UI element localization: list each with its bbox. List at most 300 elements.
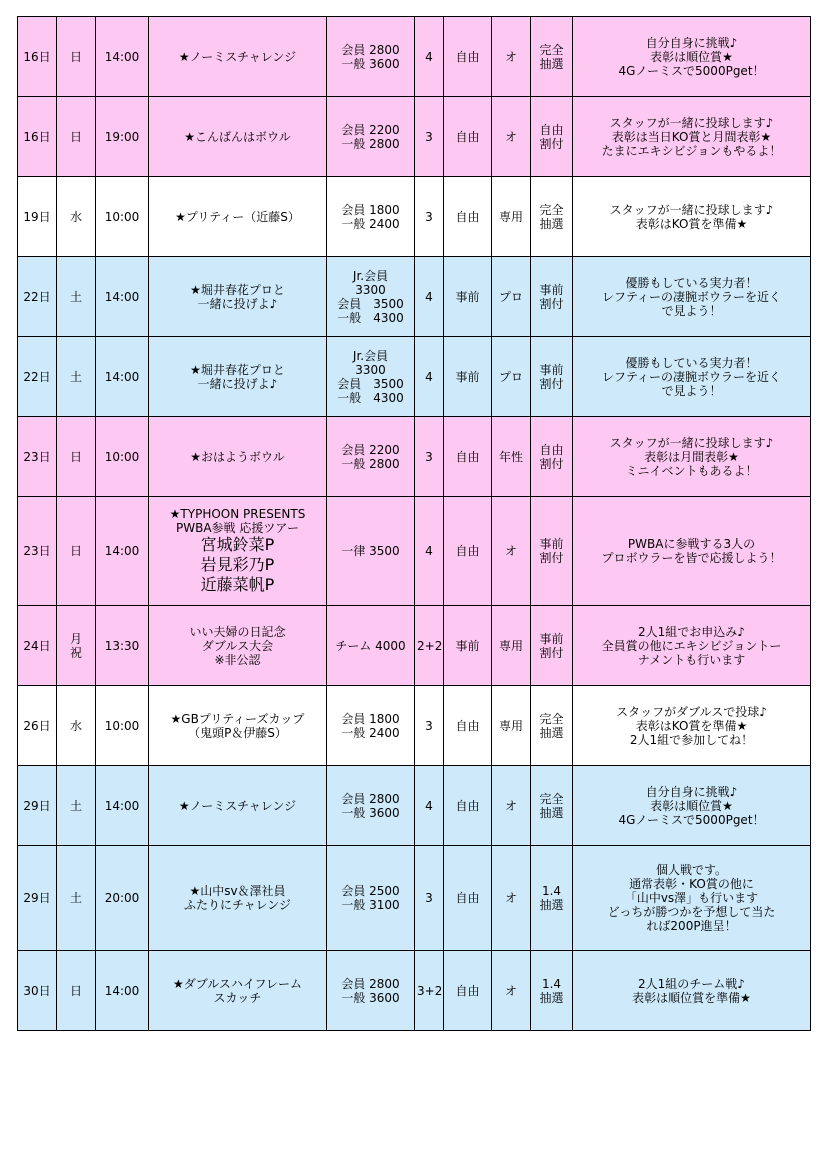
event-description-line: 表彰は順位賞★ <box>650 49 733 64</box>
event-price-line: 一般 4300 <box>337 310 404 325</box>
event-weekday: 日 <box>69 129 82 144</box>
event-description-line: レフティーの凄腕ボウラーを近く <box>601 289 782 304</box>
event-description-line: 表彰は順位賞★ <box>650 798 733 813</box>
title-cell <box>149 17 327 97</box>
event-games: 4 <box>425 49 433 64</box>
event-description-line: 4Gノーミスで5000Pget！ <box>618 63 765 78</box>
event-date: 26日 <box>23 718 51 733</box>
desc-cell <box>573 606 811 686</box>
event-title-line: ダブルス大会 <box>201 638 274 653</box>
price-cell <box>327 177 415 257</box>
event-format-line: 1.4 <box>541 976 562 991</box>
event-ball-type: オ <box>504 49 517 64</box>
format-cell <box>531 497 573 606</box>
format-cell <box>531 337 573 417</box>
event-time: 14:00 <box>104 983 140 998</box>
event-row <box>18 766 811 846</box>
time-cell <box>96 497 149 606</box>
games-cell <box>415 257 444 337</box>
event-price-line: 一般 4300 <box>337 390 404 405</box>
desc-cell <box>573 417 811 497</box>
event-price-line: 3300 <box>355 282 386 297</box>
event-title-line: ※非公認 <box>214 652 261 667</box>
event-lane-type: 自由 <box>455 983 480 998</box>
event-ball-type: 専用 <box>498 638 523 653</box>
event-date: 19日 <box>23 209 51 224</box>
event-format-line: 事前 <box>539 537 564 551</box>
event-games: 3 <box>425 209 433 224</box>
event-weekday: 土 <box>69 798 82 813</box>
event-row <box>18 17 811 97</box>
event-format-line: 割付 <box>539 376 564 391</box>
event-games: 4 <box>425 369 433 384</box>
time-cell <box>96 606 149 686</box>
time-cell <box>96 846 149 951</box>
price-cell <box>327 417 415 497</box>
event-price-line: 一般 3600 <box>341 990 400 1005</box>
lane-cell <box>444 686 492 766</box>
date-cell <box>18 257 57 337</box>
event-title-line: （鬼頭P＆伊藤S） <box>188 725 287 740</box>
ball-cell <box>492 417 531 497</box>
format-cell <box>531 846 573 951</box>
weekday-cell <box>57 951 96 1031</box>
event-games: 2+2 <box>417 638 443 653</box>
title-cell <box>149 686 327 766</box>
price-cell <box>327 97 415 177</box>
event-description-line: で見よう！ <box>661 303 722 318</box>
event-weekday: 日 <box>69 544 82 558</box>
event-games: 3+2 <box>417 983 443 998</box>
event-price-line: 会員 2800 <box>341 791 400 806</box>
event-price-line: 会員 3500 <box>337 296 404 311</box>
event-date: 23日 <box>23 449 51 464</box>
event-price-line: 会員 2800 <box>341 42 400 57</box>
event-format-line: 自由 <box>539 442 564 457</box>
format-cell <box>531 951 573 1031</box>
event-date: 16日 <box>23 129 51 144</box>
event-description-line: レフティーの凄腕ボウラーを近く <box>601 369 782 384</box>
date-cell <box>18 17 57 97</box>
event-lane-type: 自由 <box>455 129 480 144</box>
event-format-line: 事前 <box>539 631 564 646</box>
weekday-cell <box>57 846 96 951</box>
games-cell <box>415 337 444 417</box>
event-format-line: 割付 <box>539 551 564 565</box>
format-cell <box>531 17 573 97</box>
event-time: 14:00 <box>104 798 140 813</box>
event-price-line: 会員 2500 <box>341 884 400 898</box>
title-cell <box>149 606 327 686</box>
title-cell <box>149 257 327 337</box>
event-games: 4 <box>425 798 433 813</box>
event-time: 13:30 <box>104 638 140 653</box>
lane-cell <box>444 417 492 497</box>
event-games: 3 <box>425 449 433 464</box>
price-cell <box>327 766 415 846</box>
event-ball-type: 専用 <box>498 209 523 224</box>
time-cell <box>96 766 149 846</box>
event-title-line: ★ダブルスハイフレーム <box>172 976 303 991</box>
date-cell <box>18 497 57 606</box>
lane-cell <box>444 846 492 951</box>
event-games: 3 <box>425 718 433 733</box>
event-description-line: 優勝もしている実力者！ <box>625 355 758 370</box>
date-cell <box>18 686 57 766</box>
event-price-line: Jr.会員 <box>352 348 389 363</box>
event-description-line: プロボウラーを皆で応援しよう！ <box>601 551 782 565</box>
games-cell <box>415 766 444 846</box>
title-cell <box>149 846 327 951</box>
event-ball-type: オ <box>504 129 517 144</box>
desc-cell <box>573 17 811 97</box>
ball-cell <box>492 17 531 97</box>
event-format-line: 1.4 <box>541 884 562 898</box>
event-time: 14:00 <box>104 544 140 558</box>
ball-cell <box>492 497 531 606</box>
weekday-cell <box>57 257 96 337</box>
event-price-line: 一般 2800 <box>341 456 400 471</box>
event-description-line: 優勝もしている実力者！ <box>625 275 758 290</box>
event-description-line: 表彰は月間表彰★ <box>644 449 739 464</box>
event-date: 30日 <box>23 983 51 998</box>
date-cell <box>18 337 57 417</box>
ball-cell <box>492 177 531 257</box>
desc-cell <box>573 257 811 337</box>
event-ball-type: オ <box>504 544 517 558</box>
date-cell <box>18 766 57 846</box>
event-format-line: 完全 <box>539 202 564 217</box>
event-price-line: 一般 3600 <box>341 56 400 71</box>
event-description-line: ミニイベントもあるよ！ <box>625 463 758 478</box>
event-format-line: 完全 <box>539 711 564 726</box>
event-description-line: 通常表彰・KO賞の他に <box>629 877 754 891</box>
lane-cell <box>444 257 492 337</box>
price-cell <box>327 606 415 686</box>
event-description-line: 自分自身に挑戦♪ <box>645 784 738 799</box>
event-title-line: 一緒に投げよ♪ <box>197 296 278 311</box>
ball-cell <box>492 337 531 417</box>
event-price-line: チーム 4000 <box>335 638 406 653</box>
event-description-line: 4Gノーミスで5000Pget！ <box>618 812 765 827</box>
event-ball-type: オ <box>504 983 517 998</box>
time-cell <box>96 337 149 417</box>
event-description-line: PWBAに参戦する3人の <box>627 537 756 551</box>
event-weekday: 土 <box>69 289 82 304</box>
event-description-line: 2人1組でお申込み♪ <box>638 624 745 639</box>
event-description-line: 個人戦です。 <box>655 863 728 877</box>
title-cell <box>149 337 327 417</box>
event-ball-type: 年性 <box>498 449 523 464</box>
event-title-line: ★プリティー（近藤S） <box>175 209 300 224</box>
lane-cell <box>444 497 492 606</box>
ball-cell <box>492 257 531 337</box>
ball-cell <box>492 846 531 951</box>
event-title-line: ★こんばんはボウル <box>184 129 291 144</box>
event-ball-type: オ <box>504 891 517 905</box>
event-schedule-table <box>17 16 811 1031</box>
weekday-cell <box>57 686 96 766</box>
weekday-cell <box>57 17 96 97</box>
event-title-line: いい夫婦の日記念 <box>189 624 286 639</box>
event-row <box>18 177 811 257</box>
lane-cell <box>444 17 492 97</box>
date-cell <box>18 177 57 257</box>
title-cell <box>149 497 327 606</box>
event-price-line: 会員 3500 <box>337 376 404 391</box>
event-price-line: 3300 <box>355 362 386 377</box>
event-weekday: 水 <box>69 209 82 224</box>
event-description-line: れば200P進呈！ <box>646 919 737 933</box>
event-title-line: ★山中sv＆澤社員 <box>189 884 286 898</box>
event-description-line: スタッフが一緒に投球します♪ <box>609 202 774 217</box>
event-date: 29日 <box>23 891 51 905</box>
event-title-line: スカッチ <box>213 990 262 1005</box>
event-date: 16日 <box>23 49 51 64</box>
title-cell <box>149 766 327 846</box>
event-time: 14:00 <box>104 289 140 304</box>
format-cell <box>531 177 573 257</box>
lane-cell <box>444 177 492 257</box>
games-cell <box>415 606 444 686</box>
time-cell <box>96 951 149 1031</box>
event-ball-type: プロ <box>498 289 523 304</box>
event-time: 10:00 <box>104 209 140 224</box>
event-title-line: ★おはようボウル <box>190 449 285 464</box>
event-lane-type: 自由 <box>455 49 480 64</box>
event-price-line: 会員 2200 <box>341 122 400 137</box>
time-cell <box>96 257 149 337</box>
lane-cell <box>444 951 492 1031</box>
event-format-line: 割付 <box>539 456 564 471</box>
weekday-cell <box>57 766 96 846</box>
ball-cell <box>492 97 531 177</box>
event-description-line: 表彰はKO賞を準備★ <box>635 718 748 733</box>
event-row <box>18 951 811 1031</box>
event-price-line: 一律 3500 <box>341 544 400 558</box>
event-weekday: 月 <box>69 631 82 646</box>
date-cell <box>18 417 57 497</box>
event-ball-type: 専用 <box>498 718 523 733</box>
event-format-line: 抽選 <box>539 990 564 1005</box>
date-cell <box>18 846 57 951</box>
event-format-line: 完全 <box>539 42 564 57</box>
event-price-line: 会員 1800 <box>341 711 400 726</box>
event-title-line: ★堀井春花プロと <box>190 282 285 297</box>
event-format-line: 事前 <box>539 362 564 377</box>
price-cell <box>327 257 415 337</box>
event-format-line: 自由 <box>539 122 564 137</box>
event-title-line: ★TYPHOON PRESENTS <box>169 507 306 521</box>
event-row <box>18 846 811 951</box>
title-cell <box>149 97 327 177</box>
event-featured-player: 宮城鈴菜P <box>200 535 275 554</box>
event-weekday: 水 <box>69 718 82 733</box>
ball-cell <box>492 606 531 686</box>
event-format-line: 事前 <box>539 282 564 297</box>
ball-cell <box>492 951 531 1031</box>
event-lane-type: 自由 <box>455 718 480 733</box>
games-cell <box>415 177 444 257</box>
event-format-line: 抽選 <box>539 56 564 71</box>
event-date: 22日 <box>23 369 51 384</box>
event-row <box>18 97 811 177</box>
event-row <box>18 606 811 686</box>
event-description-line: 全員賞の他にエキシビジョントー <box>601 638 782 653</box>
lane-cell <box>444 766 492 846</box>
desc-cell <box>573 951 811 1031</box>
event-description-line: 表彰は順位賞を準備★ <box>632 990 751 1005</box>
event-date: 29日 <box>23 798 51 813</box>
event-featured-player: 近藤菜帆P <box>200 575 275 594</box>
games-cell <box>415 17 444 97</box>
event-games: 3 <box>425 129 433 144</box>
event-time: 10:00 <box>104 718 140 733</box>
event-price-line: Jr.会員 <box>352 268 389 283</box>
event-price-line: 一般 2400 <box>341 725 400 740</box>
event-description-line: 2人1組のチーム戦♪ <box>638 976 745 991</box>
games-cell <box>415 846 444 951</box>
weekday-cell <box>57 606 96 686</box>
format-cell <box>531 606 573 686</box>
event-time: 19:00 <box>104 129 140 144</box>
title-cell <box>149 177 327 257</box>
event-lane-type: 事前 <box>455 289 480 304</box>
desc-cell <box>573 337 811 417</box>
event-format-line: 割付 <box>539 645 564 660</box>
desc-cell <box>573 846 811 951</box>
event-description-line: ナメントも行います <box>637 652 746 667</box>
event-price-line: 一般 3100 <box>341 898 400 912</box>
event-weekday: 祝 <box>69 645 82 660</box>
event-title-line: ★GBプリティーズカップ <box>170 711 305 726</box>
event-featured-player: 岩見彩乃P <box>200 555 275 574</box>
lane-cell <box>444 606 492 686</box>
date-cell <box>18 606 57 686</box>
event-row <box>18 337 811 417</box>
weekday-cell <box>57 97 96 177</box>
event-weekday: 土 <box>69 369 82 384</box>
event-ball-type: オ <box>504 798 517 813</box>
format-cell <box>531 257 573 337</box>
event-price-line: 会員 1800 <box>341 202 400 217</box>
event-description-line: スタッフが一緒に投球します♪ <box>609 435 774 450</box>
price-cell <box>327 846 415 951</box>
event-weekday: 日 <box>69 983 82 998</box>
event-lane-type: 自由 <box>455 209 480 224</box>
desc-cell <box>573 497 811 606</box>
time-cell <box>96 417 149 497</box>
event-price-line: 会員 2800 <box>341 976 400 991</box>
desc-cell <box>573 766 811 846</box>
weekday-cell <box>57 337 96 417</box>
price-cell <box>327 17 415 97</box>
title-cell <box>149 417 327 497</box>
time-cell <box>96 177 149 257</box>
event-weekday: 日 <box>69 49 82 64</box>
event-description-line: 自分自身に挑戦♪ <box>645 35 738 50</box>
event-format-line: 割付 <box>539 296 564 311</box>
event-format-line: 抽選 <box>539 216 564 231</box>
event-games: 3 <box>425 891 433 905</box>
time-cell <box>96 17 149 97</box>
event-description-line: 表彰は当日KO賞と月間表彰★ <box>611 129 772 144</box>
event-price-line: 一般 3600 <box>341 805 400 820</box>
event-title-line: 一緒に投げよ♪ <box>197 376 278 391</box>
event-description-line: で見よう！ <box>661 383 722 398</box>
event-time: 14:00 <box>104 369 140 384</box>
games-cell <box>415 686 444 766</box>
event-date: 22日 <box>23 289 51 304</box>
desc-cell <box>573 686 811 766</box>
format-cell <box>531 97 573 177</box>
event-games: 4 <box>425 544 433 558</box>
event-title-line: ★ノーミスチャレンジ <box>178 49 297 64</box>
desc-cell <box>573 177 811 257</box>
date-cell <box>18 951 57 1031</box>
games-cell <box>415 97 444 177</box>
event-title-line: PWBA参戦 応援ツアー <box>176 521 299 535</box>
event-lane-type: 自由 <box>455 798 480 813</box>
event-format-line: 抽選 <box>539 725 564 740</box>
event-description-line: どっちが勝つかを予想して当た <box>607 905 776 919</box>
lane-cell <box>444 337 492 417</box>
weekday-cell <box>57 417 96 497</box>
price-cell <box>327 497 415 606</box>
price-cell <box>327 686 415 766</box>
event-price-line: 一般 2800 <box>341 136 400 151</box>
event-date: 23日 <box>23 544 51 558</box>
event-ball-type: プロ <box>498 369 523 384</box>
event-lane-type: 自由 <box>455 544 480 558</box>
event-time: 20:00 <box>104 891 140 905</box>
format-cell <box>531 417 573 497</box>
schedule-body <box>18 17 811 1031</box>
format-cell <box>531 766 573 846</box>
weekday-cell <box>57 497 96 606</box>
event-description-line: スタッフがダブルスで投球♪ <box>616 704 767 719</box>
games-cell <box>415 951 444 1031</box>
desc-cell <box>573 97 811 177</box>
title-cell <box>149 951 327 1031</box>
price-cell <box>327 337 415 417</box>
event-format-line: 抽選 <box>539 805 564 820</box>
event-title-line: ★ノーミスチャレンジ <box>178 798 297 813</box>
games-cell <box>415 417 444 497</box>
event-description-line: 「山中vs澤」も行います <box>624 891 759 905</box>
ball-cell <box>492 766 531 846</box>
price-cell <box>327 951 415 1031</box>
event-row <box>18 257 811 337</box>
event-time: 10:00 <box>104 449 140 464</box>
time-cell <box>96 97 149 177</box>
event-title-line: ふたりにチャレンジ <box>183 898 292 912</box>
ball-cell <box>492 686 531 766</box>
event-lane-type: 自由 <box>455 891 480 905</box>
weekday-cell <box>57 177 96 257</box>
event-row <box>18 497 811 606</box>
event-price-line: 一般 2400 <box>341 216 400 231</box>
event-lane-type: 自由 <box>455 449 480 464</box>
event-weekday: 日 <box>69 449 82 464</box>
event-lane-type: 事前 <box>455 638 480 653</box>
event-date: 24日 <box>23 638 51 653</box>
event-description-line: 表彰はKO賞を準備★ <box>635 216 748 231</box>
event-row <box>18 686 811 766</box>
event-title-line: ★堀井春花プロと <box>190 362 285 377</box>
event-games: 4 <box>425 289 433 304</box>
event-description-line: 2人1組で参加してね！ <box>629 732 754 747</box>
